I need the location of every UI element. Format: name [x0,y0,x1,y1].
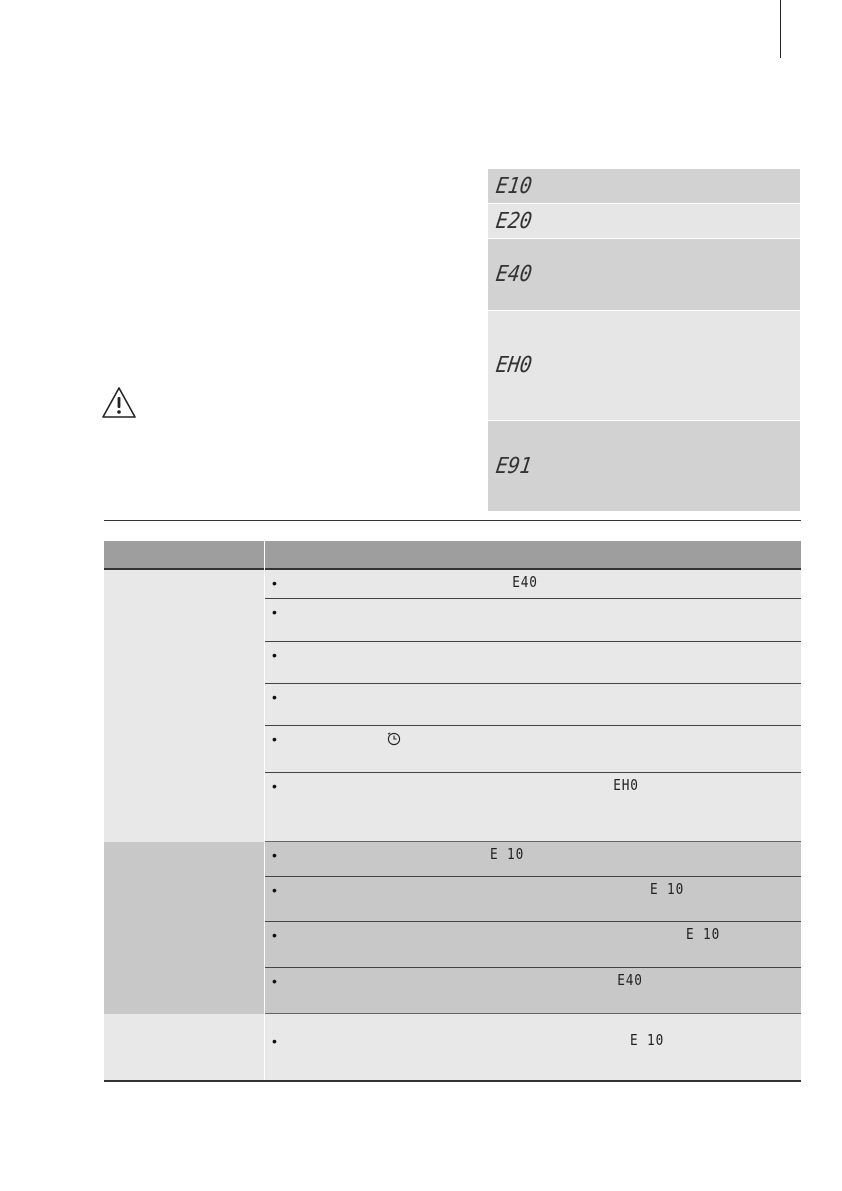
bullet-dot: • [272,1033,277,1049]
header-column-divider [264,541,265,570]
inline-code: E 10 [630,1031,665,1049]
table-row [265,773,801,842]
bullet-dot: • [272,689,277,705]
bullet-dot: • [272,731,277,747]
table-row [265,599,801,642]
error-code-panel [488,169,800,511]
table-row [265,684,801,726]
table-row [265,1014,801,1080]
code-row-e10 [488,169,800,203]
error-code: E20 [494,208,534,234]
section-divider [104,520,801,521]
error-code: E91 [494,453,534,479]
table-group-cell [104,1014,264,1080]
error-code: E40 [494,262,534,287]
warning-triangle-icon [101,385,137,421]
bullet-dot: • [272,604,277,620]
inline-code: E40 [512,573,538,591]
table-row [265,726,801,773]
table-row [265,570,801,599]
code-row-e40 [488,239,800,310]
inline-code: E 10 [650,880,685,898]
code-row-e91 [488,421,800,511]
table-group-cell [104,570,264,842]
code-row-eh0 [488,311,800,420]
table-group-cell [104,842,264,1014]
bullet-dot: • [272,778,277,794]
bullet-dot: • [272,927,277,943]
page-edge-rule [780,0,781,58]
error-code: EH0 [494,353,534,378]
bullet-dot: • [272,847,277,863]
table-header [104,541,801,570]
bullet-dot: • [272,973,277,989]
table-bottom-rule [104,1080,801,1082]
code-row-e20 [488,204,800,238]
table-row [265,968,801,1014]
table-row [265,877,801,922]
clock-icon [387,732,401,746]
table-row [265,642,801,684]
inline-code: EH0 [613,776,639,794]
inline-code: E 10 [686,925,721,943]
bullet-dot: • [272,882,277,898]
inline-code: E 10 [490,845,525,863]
inline-code: E40 [617,971,643,989]
table-row [265,842,801,877]
bullet-dot: • [272,575,277,591]
bullet-dot: • [272,647,277,663]
error-code: E10 [494,173,534,199]
table-row [265,922,801,968]
